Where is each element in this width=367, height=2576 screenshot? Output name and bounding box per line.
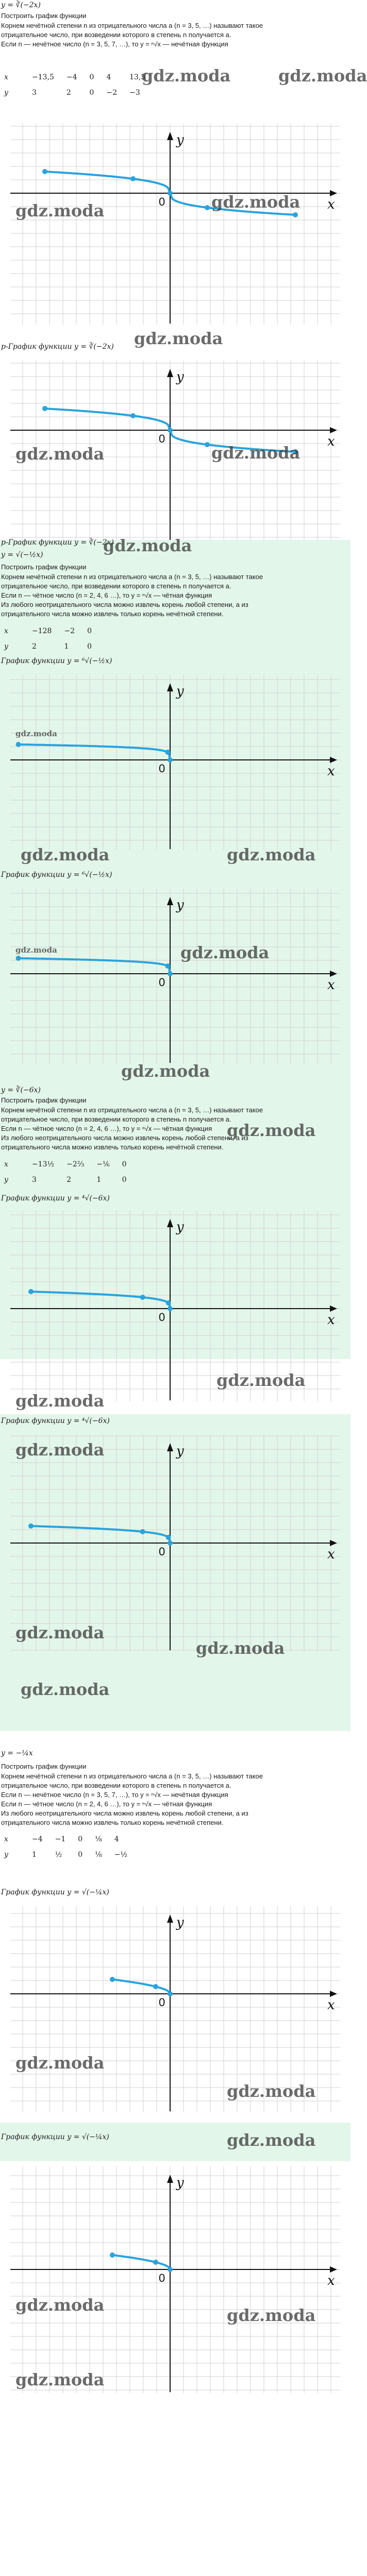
table-cell: 3 <box>32 1176 37 1184</box>
origin-label: 0 <box>159 762 165 775</box>
graph-title-1-repeat: р-График функции y = ∛(−2x) <box>1 538 114 547</box>
x-axis-label: x <box>327 197 335 212</box>
table-cell: 0 <box>78 1851 83 1859</box>
table-row <box>0 1847 135 1862</box>
watermark: gdz.moda <box>15 1440 105 1460</box>
theory-2-line-2: отрицательное число, при возведении которого в степень n получается a. <box>1 582 231 590</box>
curve-point <box>130 413 136 418</box>
origin-label: 0 <box>159 1996 165 2009</box>
watermark: gdz.moda <box>227 2306 316 2325</box>
table-cell: 0 <box>122 1176 127 1184</box>
table-cell: −13,5 <box>32 73 54 81</box>
table-row <box>0 85 153 100</box>
origin-label: 0 <box>159 1545 165 1558</box>
table-cell: −2 <box>106 89 118 97</box>
y-axis-label: y <box>176 1915 184 1930</box>
x-axis-label: x <box>327 977 335 993</box>
theory-3-line-4: Из любого неотрицательного числа можно извлечь корень любой степени, а из <box>1 1134 248 1142</box>
function-curve <box>31 1292 170 1309</box>
table-x-label: x <box>4 1160 8 1168</box>
curve-point <box>168 971 173 976</box>
watermark: gdz.moda <box>142 66 231 86</box>
x-axis-label: x <box>327 1312 335 1328</box>
graph-title-3: График функции y = ⁴√(−6x) <box>1 1194 110 1202</box>
theory-4-line-5: Из любого неотрицательного числа можно извлечь корень любой степени, а из <box>1 1809 248 1817</box>
curve-point <box>168 428 173 433</box>
theory-1-line-2: отрицательное число, при возведении которого в степень n получается a. <box>1 31 231 39</box>
table-y-label: y <box>4 1851 8 1859</box>
function-curve <box>31 1526 170 1543</box>
watermark: gdz.moda <box>121 1061 210 1081</box>
grid <box>10 124 340 325</box>
watermark: gdz.moda <box>103 536 192 555</box>
graph-title-3-repeat: График функции y = ⁴√(−6x) <box>1 1417 110 1425</box>
curve-point <box>42 406 47 411</box>
y-axis-arrow <box>167 897 173 905</box>
x-axis-arrow <box>330 1540 337 1546</box>
x-axis-label: x <box>327 1547 335 1562</box>
build-title-2: Построить график функции <box>1 563 87 571</box>
build-title-4: Построить график функции <box>1 1762 87 1770</box>
table-cell: 2 <box>66 89 71 97</box>
table-cell: −½ <box>114 1851 128 1859</box>
table-x-label: x <box>4 73 8 81</box>
graph-2 <box>0 670 351 855</box>
y-axis-arrow <box>167 1443 173 1451</box>
watermark: gdz.moda <box>15 2053 105 2073</box>
theory-3-line-5: отрицательного числа можно извлечь только корень нечётной степени. <box>1 1143 224 1151</box>
curve-point <box>110 1977 115 1982</box>
watermark: gdz.moda <box>15 945 57 955</box>
graph-title-1: р-График функции y = ∛(−2x) <box>1 343 114 351</box>
theory-4-line-6: отрицательного числа можно извлечь только корень нечётной степени. <box>1 1819 224 1826</box>
table-x-label: x <box>4 1835 8 1843</box>
value-table-4 <box>0 1832 135 1862</box>
formula-1: y = ∛(−2x) <box>1 1 41 9</box>
watermark: gdz.moda <box>227 2130 316 2150</box>
table-cell: 4 <box>114 1835 119 1843</box>
watermark: gdz.moda <box>211 443 301 463</box>
graph-title-4-repeat: График функции y = √(−¼x) <box>1 2133 109 2141</box>
table-row <box>0 639 99 654</box>
table-cell: −⅙ <box>96 1160 110 1168</box>
curve-point <box>168 1991 173 1996</box>
table-cell: 0 <box>122 1160 127 1168</box>
table-row <box>0 70 153 85</box>
y-axis-label: y <box>176 684 184 699</box>
theory-4-line-3: Если n — нечётное число (n = 3, 5, 7, …), то y = ⁿ√x — нечётная функция <box>1 1791 228 1799</box>
graph-title-4: График функции y = √(−¼x) <box>1 1888 109 1896</box>
table-cell: −1 <box>55 1835 66 1843</box>
curve-point <box>16 742 21 747</box>
table-cell: ⅛ <box>95 1835 102 1843</box>
table-cell: 13,5 <box>129 73 146 81</box>
table-row <box>0 1157 134 1172</box>
curve-point <box>166 1535 171 1540</box>
table-cell: −13½ <box>32 1160 55 1168</box>
theory-1-line-3: Если n — нечётное число (n = 3, 5, 7, …), то y = ⁿ√x — нечётная функция <box>1 40 228 48</box>
formula-3: y = ∛(−6x) <box>1 1086 41 1094</box>
table-cell: 4 <box>106 73 111 81</box>
watermark: gdz.moda <box>21 1680 110 1699</box>
watermark: gdz.moda <box>15 444 105 464</box>
value-table-1 <box>0 70 153 100</box>
table-cell: 0 <box>89 89 94 97</box>
origin-label: 0 <box>159 432 165 445</box>
curve-point <box>205 442 210 447</box>
table-cell: 0 <box>87 642 92 651</box>
curve-point <box>16 956 21 961</box>
table-y-label: y <box>4 89 8 97</box>
x-axis-arrow <box>330 427 337 433</box>
table-row <box>0 623 99 639</box>
origin-label: 0 <box>159 1311 165 1324</box>
graph-4b <box>0 2161 351 2398</box>
y-axis-label: y <box>176 2175 184 2191</box>
theory-3-line-1: Корнем нечётной степени n из отрицательного числа a (n = 3, 5, …) называют такое <box>1 1106 263 1114</box>
curve-point <box>168 191 173 196</box>
watermark: gdz.moda <box>278 66 367 86</box>
y-axis-label: y <box>176 132 184 148</box>
graph-1 <box>0 118 351 330</box>
table-cell: 1 <box>64 642 69 651</box>
table-cell: 0 <box>87 627 92 635</box>
graph-title-2-repeat: График функции y = ⁶√(−½x) <box>1 871 112 879</box>
formula-2: y = √(−½x) <box>1 551 43 559</box>
theory-2-line-4: Из любого неотрицательного числа можно извлечь корень любой степени, а из <box>1 601 248 608</box>
theory-1-line-1: Корнем нечётной степени n из отрицательного числа a (n = 3, 5, …) называют такое <box>1 22 263 29</box>
table-cell: 2 <box>32 642 37 651</box>
watermark: gdz.moda <box>21 845 110 865</box>
table-cell: 0 <box>78 1835 83 1843</box>
y-axis-label: y <box>176 369 184 385</box>
origin-label: 0 <box>159 2272 165 2284</box>
formula-4: y = −¼x <box>1 1749 33 1757</box>
x-axis-label: x <box>327 764 335 779</box>
curve-point <box>205 205 210 210</box>
curve-point <box>168 1306 173 1311</box>
table-cell: 1 <box>32 1851 37 1859</box>
curve-point <box>166 1300 171 1306</box>
theory-2-line-5: отрицательного числа можно извлечь только корень нечётной степени. <box>1 610 224 618</box>
theory-2-line-3: Если n — чётное число (n = 2, 4, 6 …), то y = ⁿ√x — чётная функция <box>1 591 212 599</box>
watermark: gdz.moda <box>211 192 301 212</box>
watermark: gdz.moda <box>15 2295 105 2315</box>
table-cell: 2 <box>66 1176 72 1184</box>
theory-3-line-3: Если n — чётное число (n = 2, 4, 6 …), то y = ⁿ√x — чётная функция <box>1 1125 212 1132</box>
table-cell: −128 <box>32 627 52 635</box>
curve-point <box>130 176 136 181</box>
watermark: gdz.moda <box>134 329 223 348</box>
y-axis-label: y <box>176 1219 184 1235</box>
watermark: gdz.moda <box>216 1370 306 1390</box>
curve-point <box>293 212 298 217</box>
curve-point <box>28 1289 34 1294</box>
watermark: gdz.moda <box>15 1623 105 1642</box>
y-axis-arrow <box>167 1219 173 1227</box>
watermark: gdz.moda <box>227 1121 316 1140</box>
grid <box>10 675 340 850</box>
curve-point <box>165 963 170 969</box>
theory-4-line-4: Если n — чётное число (n = 2, 4, 6 …), то y = ⁿ√x — чётная функция <box>1 1800 212 1808</box>
table-cell: −3 <box>129 89 140 97</box>
x-axis-arrow <box>330 1306 337 1312</box>
watermark: gdz.moda <box>15 1391 105 1411</box>
y-axis-label: y <box>176 897 184 913</box>
table-x-label: x <box>4 627 8 635</box>
curve-point <box>153 1984 158 1989</box>
build-title-1: Построить график функции <box>1 12 87 20</box>
y-axis-arrow <box>167 132 173 140</box>
grid <box>10 2166 340 2393</box>
graph-2b <box>0 884 351 1069</box>
table-cell: −2⅔ <box>66 1160 85 1168</box>
x-axis-label: x <box>327 1997 335 2013</box>
watermark: gdz.moda <box>15 729 57 738</box>
curve-point <box>153 2260 158 2265</box>
graph-3b <box>0 1430 351 1656</box>
curve-point <box>165 750 170 755</box>
x-axis-arrow <box>330 971 337 977</box>
curve-point <box>168 1540 173 1546</box>
curve-point <box>168 2267 173 2272</box>
theory-4-line-1: Корнем нечётной степени n из отрицательного числа a (n = 3, 5, …) называют такое <box>1 1772 263 1780</box>
curve-point <box>168 757 173 762</box>
theory-4-line-2: отрицательное число, при возведении которого в степень n получается a. <box>1 1782 231 1789</box>
x-axis-arrow <box>330 2266 337 2273</box>
theory-3-line-2: отрицательное число, при возведении которого в степень n получается a. <box>1 1115 231 1123</box>
curve-point <box>28 1523 34 1529</box>
table-cell: −4 <box>66 73 77 81</box>
curve-point <box>42 169 47 174</box>
table-cell: ⅛ <box>95 1851 102 1859</box>
x-axis-arrow <box>330 190 337 196</box>
watermark: gdz.moda <box>15 2370 105 2389</box>
watermark: gdz.moda <box>180 943 270 962</box>
origin-label: 0 <box>159 195 165 208</box>
table-cell: 3 <box>32 89 37 97</box>
table-cell: 0 <box>89 73 94 81</box>
function-curve <box>112 2255 170 2269</box>
function-curve <box>112 1979 170 1994</box>
table-y-label: y <box>4 642 8 651</box>
table-row <box>0 1172 134 1188</box>
curve-point <box>110 2252 115 2258</box>
y-axis-arrow <box>167 683 173 691</box>
grid <box>10 889 340 1064</box>
y-axis-label: y <box>176 1444 184 1459</box>
x-axis-arrow <box>330 757 337 763</box>
curve-point <box>140 1529 145 1534</box>
table-cell: −4 <box>32 1835 43 1843</box>
watermark: gdz.moda <box>196 1638 285 1658</box>
table-row <box>0 1832 135 1847</box>
y-axis-arrow <box>167 369 173 377</box>
y-axis-arrow <box>167 1914 173 1923</box>
graph-title-2: График функции y = ⁶√(−½x) <box>1 657 112 665</box>
value-table-3 <box>0 1157 134 1188</box>
table-y-label: y <box>4 1176 8 1184</box>
value-table-2 <box>0 623 99 654</box>
x-axis-arrow <box>330 1991 337 1997</box>
watermark: gdz.moda <box>15 201 105 221</box>
table-cell: ½ <box>55 1851 62 1859</box>
watermark: gdz.moda <box>227 845 316 865</box>
table-cell: −2 <box>64 627 75 635</box>
x-axis-label: x <box>327 434 335 449</box>
build-title-3: Построить график функции <box>1 1096 87 1104</box>
origin-label: 0 <box>159 976 165 989</box>
x-axis-label: x <box>327 2273 335 2289</box>
curve-point <box>140 1295 145 1300</box>
theory-2-line-1: Корнем нечётной степени n из отрицательного числа a (n = 3, 5, …) называют такое <box>1 573 263 581</box>
watermark: gdz.moda <box>227 2081 316 2101</box>
table-cell: 1 <box>96 1176 102 1184</box>
